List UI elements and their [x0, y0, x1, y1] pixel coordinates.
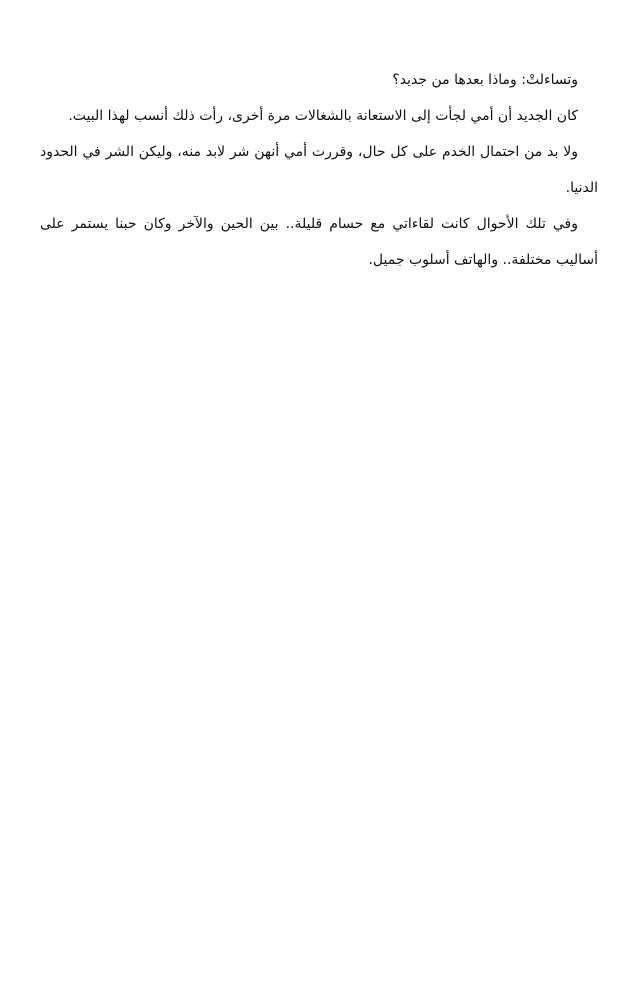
- document-body: [40, 62, 598, 278]
- paragraph-3: ولا بد من احتمال الخدم على كل حال، وقررت أمي أنهن شر لابد منه، وليكن الشر في الحدود الدنيا.: [40, 144, 598, 196]
- paragraph-2: كان الجديد أن أمي لجأت إلى الاستعانة بالشغالات مرة أخرى، رأت ذلك أنسب لهذا البيت.: [68, 108, 578, 124]
- paragraph-1: وتساءلتْ: وماذا بعدها من جديد؟: [392, 72, 578, 88]
- paragraph-4: وفي تلك الأحوال كانت لقاءاتي مع حسام قليلة.. بين الحين والآخر وكان حبنا يستمر على أساليب مختلفة.. والهاتف أسلوب جميل.: [40, 216, 598, 268]
